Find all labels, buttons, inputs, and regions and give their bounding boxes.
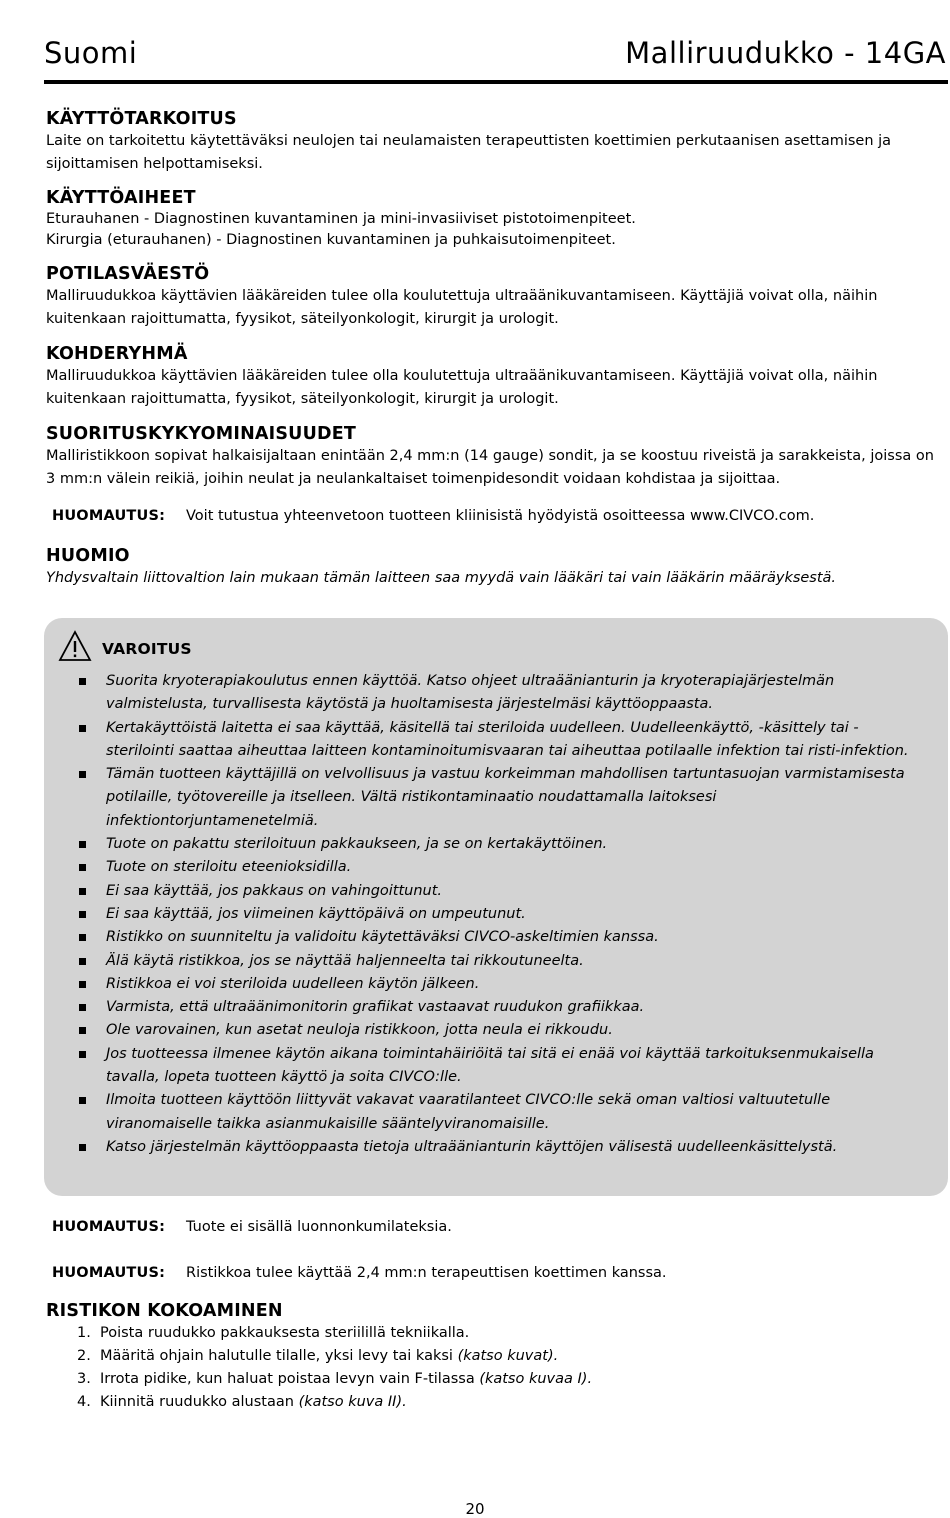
warning-item: Ilmoita tuotteen käyttöön liittyvät vakavat vaaratilanteet CIVCO:lle sekä oman valtiosi valtuutetulle viranomaiselle taikka asianmukaisille sääntelyviranomaisille. — [76, 1089, 926, 1136]
warning-header — [58, 630, 192, 662]
warning-item: Ei saa käyttää, jos viimeinen käyttöpäivä on umpeutunut. — [76, 903, 926, 926]
assembly-step: 3. Irrota pidike, kun haluat poistaa levyn vain F-tilassa (katso kuvaa I). — [77, 1371, 593, 1387]
note-label: HUOMAUTUS: — [52, 1265, 166, 1281]
note-probe-size — [46, 1262, 941, 1284]
indications-line: Eturauhanen - Diagnostinen kuvantaminen ja mini-invasiiviset pistotoimenpiteet. — [46, 211, 636, 227]
warning-item: Tämän tuotteen käyttäjillä on velvollisuus ja vastuu korkeimman mahdollisen tartuntasuojan varmistamisesta potilaille, työtovereille ja itselleen. Vältä ristikontaminaatio noudattamalla laitoksesi infektiontorjuntamenetelmiä. — [76, 763, 926, 833]
warning-box — [44, 618, 948, 1196]
note-clinical-benefits — [46, 505, 941, 527]
note-text: Voit tutustua yhteenvetoon tuotteen kliinisistä hyödyistä osoitteessa www.CIVCO.com. — [186, 508, 815, 524]
warning-item: Ristikkoa ei voi steriloida uudelleen käytön jälkeen. — [76, 973, 926, 996]
target-group-heading: KOHDERYHMÄ — [46, 344, 188, 364]
assembly-heading: RISTIKON KOKOAMINEN — [46, 1301, 283, 1321]
note-text: Ristikkoa tulee käyttää 2,4 mm:n terapeuttisen koettimen kanssa. — [186, 1265, 667, 1281]
caution-text: Yhdysvaltain liittovaltion lain mukaan tämän laitteen saa myydä vain lääkäri tai vain lääkärin määräyksestä. — [46, 570, 837, 586]
warning-item: Suorita kryoterapiakoulutus ennen käyttöä. Katso ohjeet ultraäänianturin ja kryoterapiajärjestelmän valmistelusta, turvallisesta käytöstä ja huoltamisesta järjestelmäsi käyttöoppaasta. — [76, 670, 926, 717]
warning-item: Ole varovainen, kun asetat neuloja ristikkoon, jotta neula ei rikkoudu. — [76, 1019, 926, 1042]
indications-heading: KÄYTTÖAIHEET — [46, 188, 196, 208]
page-number: 20 — [465, 1500, 485, 1518]
note-latex — [46, 1216, 941, 1238]
intended-use-heading: KÄYTTÖTARKOITUS — [46, 109, 237, 129]
product-title: Malliruudukko - 14GA — [625, 36, 946, 70]
document-body — [46, 108, 941, 590]
population-heading: POTILASVÄESTÖ — [46, 264, 210, 284]
warning-list — [76, 670, 926, 1159]
assembly-step: 4. Kiinnitä ruudukko alustaan (katso kuva II). — [77, 1394, 407, 1410]
warning-title: VAROITUS — [102, 640, 192, 658]
warning-item: Kertakäyttöistä laitetta ei saa käyttää, käsitellä tai steriloida uudelleen. Uudelleenkäyttö, -käsittely tai -sterilointi saattaa aiheuttaa laitteen kontaminoitumisvaaran tai aiheuttaa potilaalle infektion tai risti-infektion. — [76, 717, 926, 764]
language-label: Suomi — [44, 36, 138, 70]
warning-item: Jos tuotteessa ilmenee käytön aikana toimintahäiriöitä tai sitä ei enää voi käyttää tarkoituksenmukaisella tavalla, lopeta tuotteen käyttö ja soita CIVCO:lle. — [76, 1043, 926, 1090]
warning-item: Älä käytä ristikkoa, jos se näyttää haljenneelta tai rikkoutuneelta. — [76, 950, 926, 973]
header-divider — [44, 80, 948, 84]
target-group-text: Malliruudukkoa käyttävien lääkäreiden tulee olla koulutettuja ultraäänikuvantamiseen. Käyttäjiä voivat olla, näihin kuitenkaan rajoittumatta, fyysikot, säteilyonkologit, kirurgit ja urologit. — [46, 368, 878, 407]
assembly-step: 2. Määritä ohjain halutulle tilalle, yksi levy tai kaksi (katso kuvat). — [77, 1348, 559, 1364]
caution-heading: HUOMIO — [46, 546, 130, 566]
document-body-lower — [46, 1216, 941, 1414]
warning-item: Ei saa käyttää, jos pakkaus on vahingoittunut. — [76, 880, 926, 903]
note-label: HUOMAUTUS: — [52, 508, 166, 524]
note-text: Tuote ei sisällä luonnonkumilateksia. — [186, 1219, 452, 1235]
warning-item: Tuote on pakattu steriloituun pakkaukseen, ja se on kertakäyttöinen. — [76, 833, 926, 856]
performance-heading: SUORITUSKYKYOMINAISUUDET — [46, 424, 357, 444]
warning-item: Tuote on steriloitu eteenioksidilla. — [76, 856, 926, 879]
assembly-step: 1. Poista ruudukko pakkauksesta steriilillä tekniikalla. — [77, 1325, 470, 1341]
population-text: Malliruudukkoa käyttävien lääkäreiden tulee olla koulutettuja ultraäänikuvantamiseen. Käyttäjiä voivat olla, näihin kuitenkaan rajoittumatta, fyysikot, säteilyonkologit, kirurgit ja urologit. — [46, 288, 878, 327]
note-label: HUOMAUTUS: — [52, 1219, 166, 1235]
intended-use-text: Laite on tarkoitettu käytettäväksi neulojen tai neulamaisten terapeuttisten koettimien perkutaanisen asettamisen ja sijoittamisen helpottamiseksi. — [46, 133, 892, 172]
warning-item: Varmista, että ultraäänimonitorin grafiikat vastaavat ruudukon grafiikkaa. — [76, 996, 926, 1019]
assembly-steps — [46, 1322, 941, 1414]
page-header — [44, 36, 946, 72]
warning-item: Ristikko on suunniteltu ja validoitu käytettäväksi CIVCO-askeltimien kanssa. — [76, 926, 926, 949]
indications-line: Kirurgia (eturauhanen) - Diagnostinen kuvantaminen ja puhkaisutoimenpiteet. — [46, 232, 616, 248]
warning-item: Katso järjestelmän käyttöoppaasta tietoja ultraäänianturin käyttöjen välisestä uudelleenkäsittelystä. — [76, 1136, 926, 1159]
performance-text: Malliristikkoon sopivat halkaisijaltaan enintään 2,4 mm:n (14 gauge) sondit, ja se koostuu riveistä ja sarakkeista, joissa on 3 mm:n välein reikiä, joihin neulat ja neulankaltaiset toimenpidesondit voidaan kohdistaa ja sijoittaa. — [46, 448, 934, 487]
warning-triangle-icon — [58, 630, 92, 662]
